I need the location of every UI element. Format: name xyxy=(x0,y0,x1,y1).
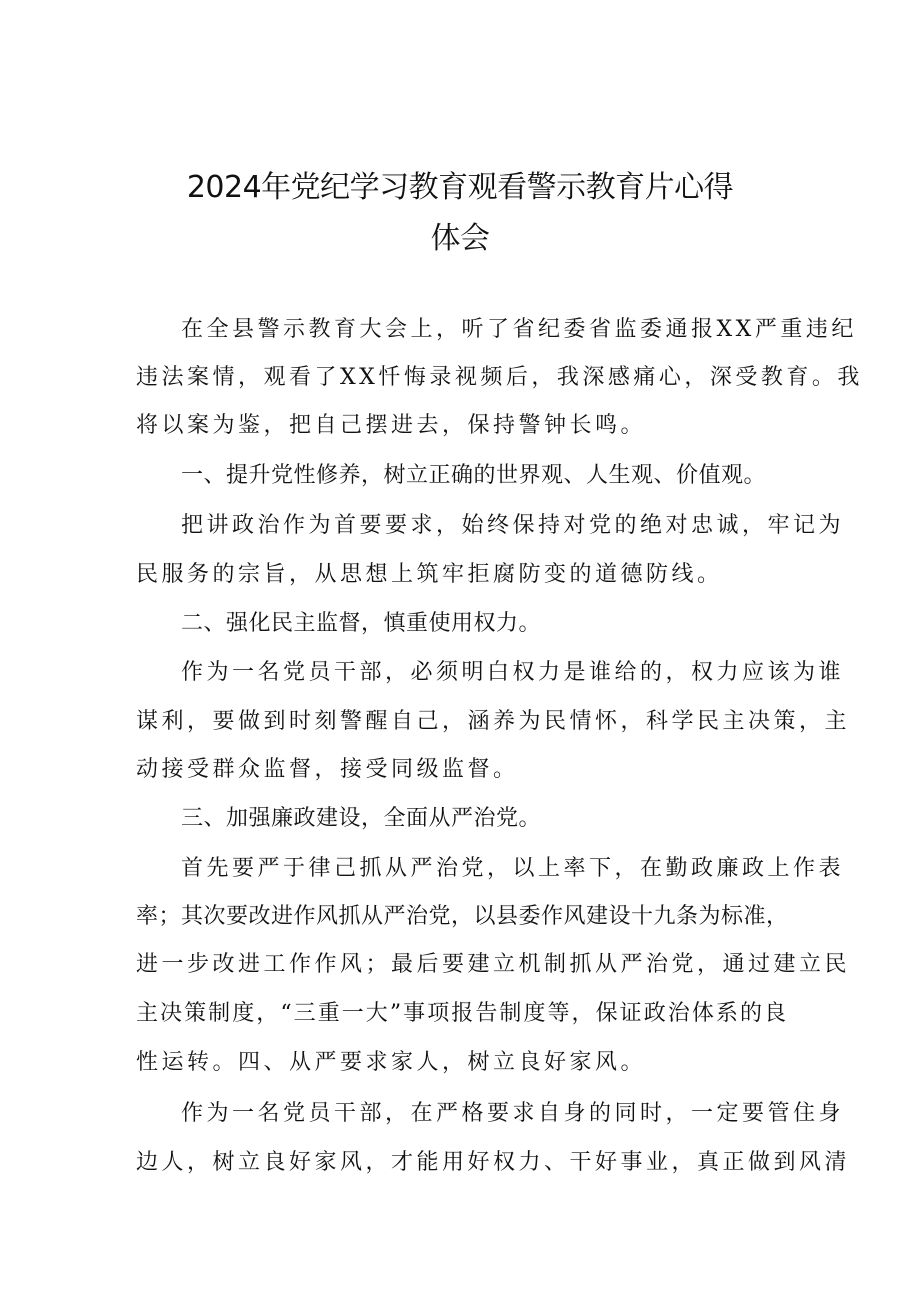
section-3-paragraph-line: 进一步改进工作作风；最后要建立机制抓从严治党，通过建立民 xyxy=(136,952,851,977)
section-heading-3: 三、加强廉政建设，全面从严治党。 xyxy=(181,806,542,831)
closing-paragraph-line: 作为一名党员干部，在严格要求自身的同时，一定要管住身 xyxy=(181,1101,845,1126)
section-3-paragraph-line: 率；其次要改进作风抓从严治党，以县委作风建设十九条为标准， xyxy=(136,904,788,929)
section-3-paragraph-line: 性运转。四、从严要求家人，树立良好家风。 xyxy=(136,1050,647,1075)
section-heading-2: 二、强化民主监督，慎重使用权力。 xyxy=(181,611,542,636)
section-1-paragraph-line: 民服务的宗旨，从思想上筑牢拒腐防变的道德防线。 xyxy=(136,562,723,587)
document-title-line-2: 体会 xyxy=(430,221,490,256)
section-2-paragraph-line: 谋利，要做到时刻警醒自己，涵养为民情怀，科学民主决策，主 xyxy=(136,709,851,734)
closing-paragraph-line: 边人，树立良好家风，才能用好权力、干好事业，真正做到风清 xyxy=(136,1150,851,1175)
section-3-paragraph-line: 主决策制度，“三重一大”事项报告制度等，保证政治体系的良 xyxy=(136,1001,786,1026)
section-2-paragraph-line: 作为一名党员干部，必须明白权力是谁给的，权力应该为谁 xyxy=(181,660,845,685)
intro-paragraph-line: 将以案为鉴，把自己摆进去，保持警钟长鸣。 xyxy=(136,413,647,438)
section-1-paragraph-line: 把讲政治作为首要要求，始终保持对党的绝对忠诚，牢记为 xyxy=(181,513,845,538)
intro-paragraph-line: 在全县警示教育大会上，听了省纪委省监委通报XX严重违纪 xyxy=(181,317,857,342)
section-heading-1: 一、提升党性修养，树立正确的世界观、人生观、价值观。 xyxy=(181,463,767,488)
section-2-paragraph-line: 动接受群众监督，接受同级监督。 xyxy=(136,757,519,782)
section-3-paragraph-line: 首先要严于律己抓从严治党，以上率下，在勤政廉政上作表 xyxy=(181,856,845,881)
document-title-line-1: 2024年党纪学习教育观看警示教育片心得 xyxy=(186,170,734,205)
intro-paragraph-line: 违法案情，观看了XX忏悔录视频后，我深感痛心，深受教育。我 xyxy=(136,365,863,390)
